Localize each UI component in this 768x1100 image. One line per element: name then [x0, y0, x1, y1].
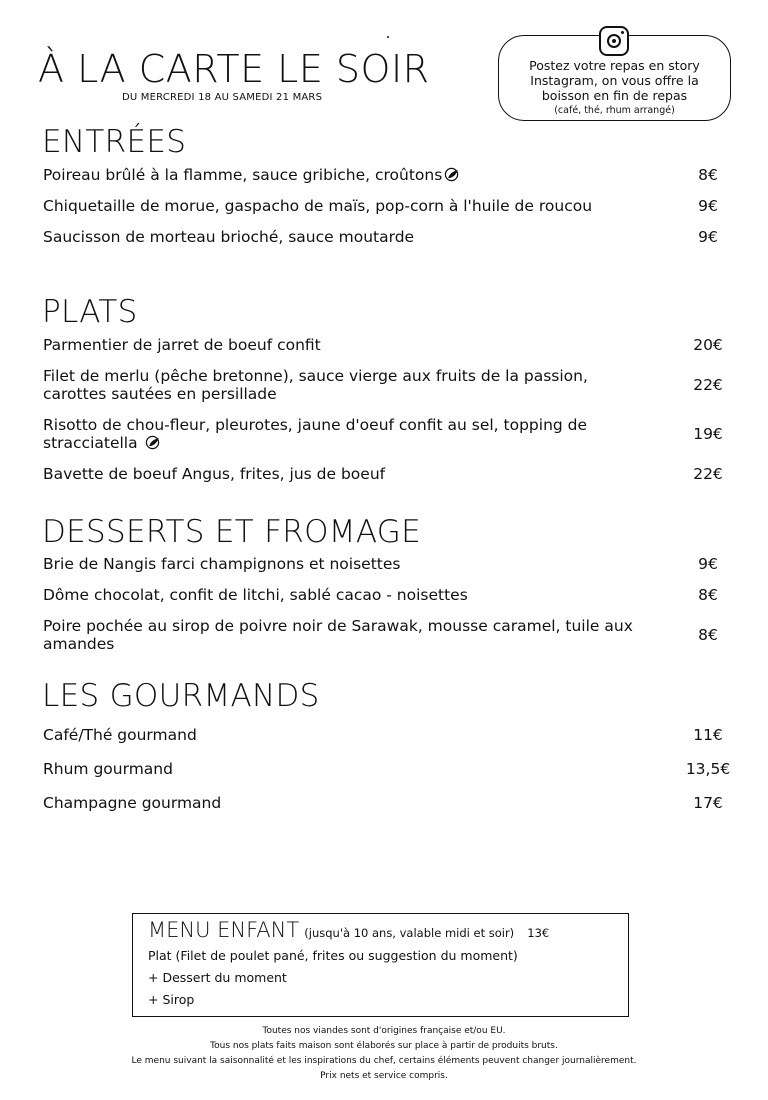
item-price: 13,5€: [685, 760, 731, 778]
menu-item: [43, 586, 738, 604]
item-price: 9€: [698, 197, 718, 215]
footer-notes: [0, 1024, 768, 1084]
vegetarian-leaf-icon: [145, 435, 160, 450]
item-price: 9€: [698, 555, 718, 573]
decorative-dot: [387, 36, 389, 38]
item-price: 11€: [693, 726, 723, 744]
menu-item: [43, 166, 738, 184]
menu-item: [43, 555, 738, 573]
instagram-line-3: boisson en fin de repas: [541, 88, 688, 103]
item-name: Brie de Nangis farci champignons et noisettes: [43, 555, 401, 573]
item-name: Poireau brûlé à la flamme, sauce gribiche, croûtons: [43, 166, 633, 184]
item-price: 8€: [698, 586, 718, 604]
section-title-desserts: DESSERTS ET FROMAGE: [42, 514, 422, 550]
item-name: Dôme chocolat, confit de litchi, sablé cacao - noisettes: [43, 586, 468, 604]
item-price: 8€: [698, 626, 718, 644]
item-price: 17€: [693, 794, 723, 812]
kids-menu-line: Plat (Filet de poulet pané, frites ou suggestion du moment): [148, 948, 518, 963]
footer-line: Le menu suivant la saisonnalité et les inspirations du chef, certains éléments peuvent changer journalièrement.: [131, 1056, 637, 1066]
item-name: Chiquetaille de morue, gaspacho de maïs, pop-corn à l'huile de roucou: [43, 197, 593, 215]
item-price: 22€: [693, 376, 723, 394]
kids-menu-line: + Dessert du moment: [148, 970, 287, 985]
date-range: DU MERCREDI 18 AU SAMEDI 21 MARS: [122, 92, 323, 103]
item-name: Poire pochée au sirop de poivre noir de Sarawak, mousse caramel, tuile aux amandes: [43, 617, 633, 653]
footer-line: Tous nos plats faits maison sont élaborés sur place à partir de produits bruts.: [210, 1041, 558, 1051]
item-price: 8€: [698, 166, 718, 184]
menu-item: [43, 465, 738, 483]
instagram-note: (café, thé, rhum arrangé): [554, 105, 675, 116]
menu-item: [43, 760, 738, 778]
menu-item: [43, 726, 738, 744]
item-name: Champagne gourmand: [43, 794, 222, 812]
item-name: Parmentier de jarret de boeuf confit: [43, 336, 321, 354]
kids-menu-conditions: (jusqu'à 10 ans, valable midi et soir): [304, 926, 515, 940]
item-name: Filet de merlu (pêche bretonne), sauce vierge aux fruits de la passion, carottes sautées en persillade: [43, 367, 588, 403]
item-name: Risotto de chou-fleur, pleurotes, jaune d'oeuf confit au sel, topping de stracciatella: [43, 416, 588, 452]
section-title-plats: PLATS: [42, 294, 138, 330]
item-price: 9€: [698, 228, 718, 246]
instagram-line-1: Postez votre repas en story: [529, 58, 700, 73]
item-price: 19€: [693, 425, 723, 443]
kids-menu-header: [148, 918, 549, 942]
instagram-line-2: Instagram, on vous offre la: [530, 73, 699, 88]
menu-item: [43, 416, 738, 452]
menu-item: [43, 197, 738, 215]
page-title: À LA CARTE LE SOIR: [38, 47, 430, 91]
menu-item: [43, 794, 738, 812]
item-name: Saucisson de morteau brioché, sauce moutarde: [43, 228, 415, 246]
item-name: Rhum gourmand: [43, 760, 173, 778]
menu-item: [43, 617, 738, 653]
menu-item: [43, 367, 738, 403]
kids-menu-price: 13€: [527, 926, 550, 940]
kids-menu-line: + Sirop: [148, 992, 195, 1007]
footer-line: Toutes nos viandes sont d'origines française et/ou EU.: [262, 1026, 506, 1036]
menu-item: [43, 336, 738, 354]
item-price: 22€: [693, 465, 723, 483]
item-price: 20€: [693, 336, 723, 354]
vegetarian-leaf-icon: [444, 167, 459, 182]
section-title-gourmands: LES GOURMANDS: [42, 678, 320, 714]
instagram-promo-text: [503, 58, 726, 118]
section-title-entrees: ENTRÉES: [42, 124, 187, 160]
item-name: Café/Thé gourmand: [43, 726, 197, 744]
kids-menu-title: MENU ENFANT: [148, 918, 300, 942]
instagram-icon: [599, 26, 629, 56]
item-name: Bavette de boeuf Angus, frites, jus de boeuf: [43, 465, 386, 483]
footer-line: Prix nets et service compris.: [320, 1071, 448, 1081]
menu-item: [43, 228, 738, 246]
